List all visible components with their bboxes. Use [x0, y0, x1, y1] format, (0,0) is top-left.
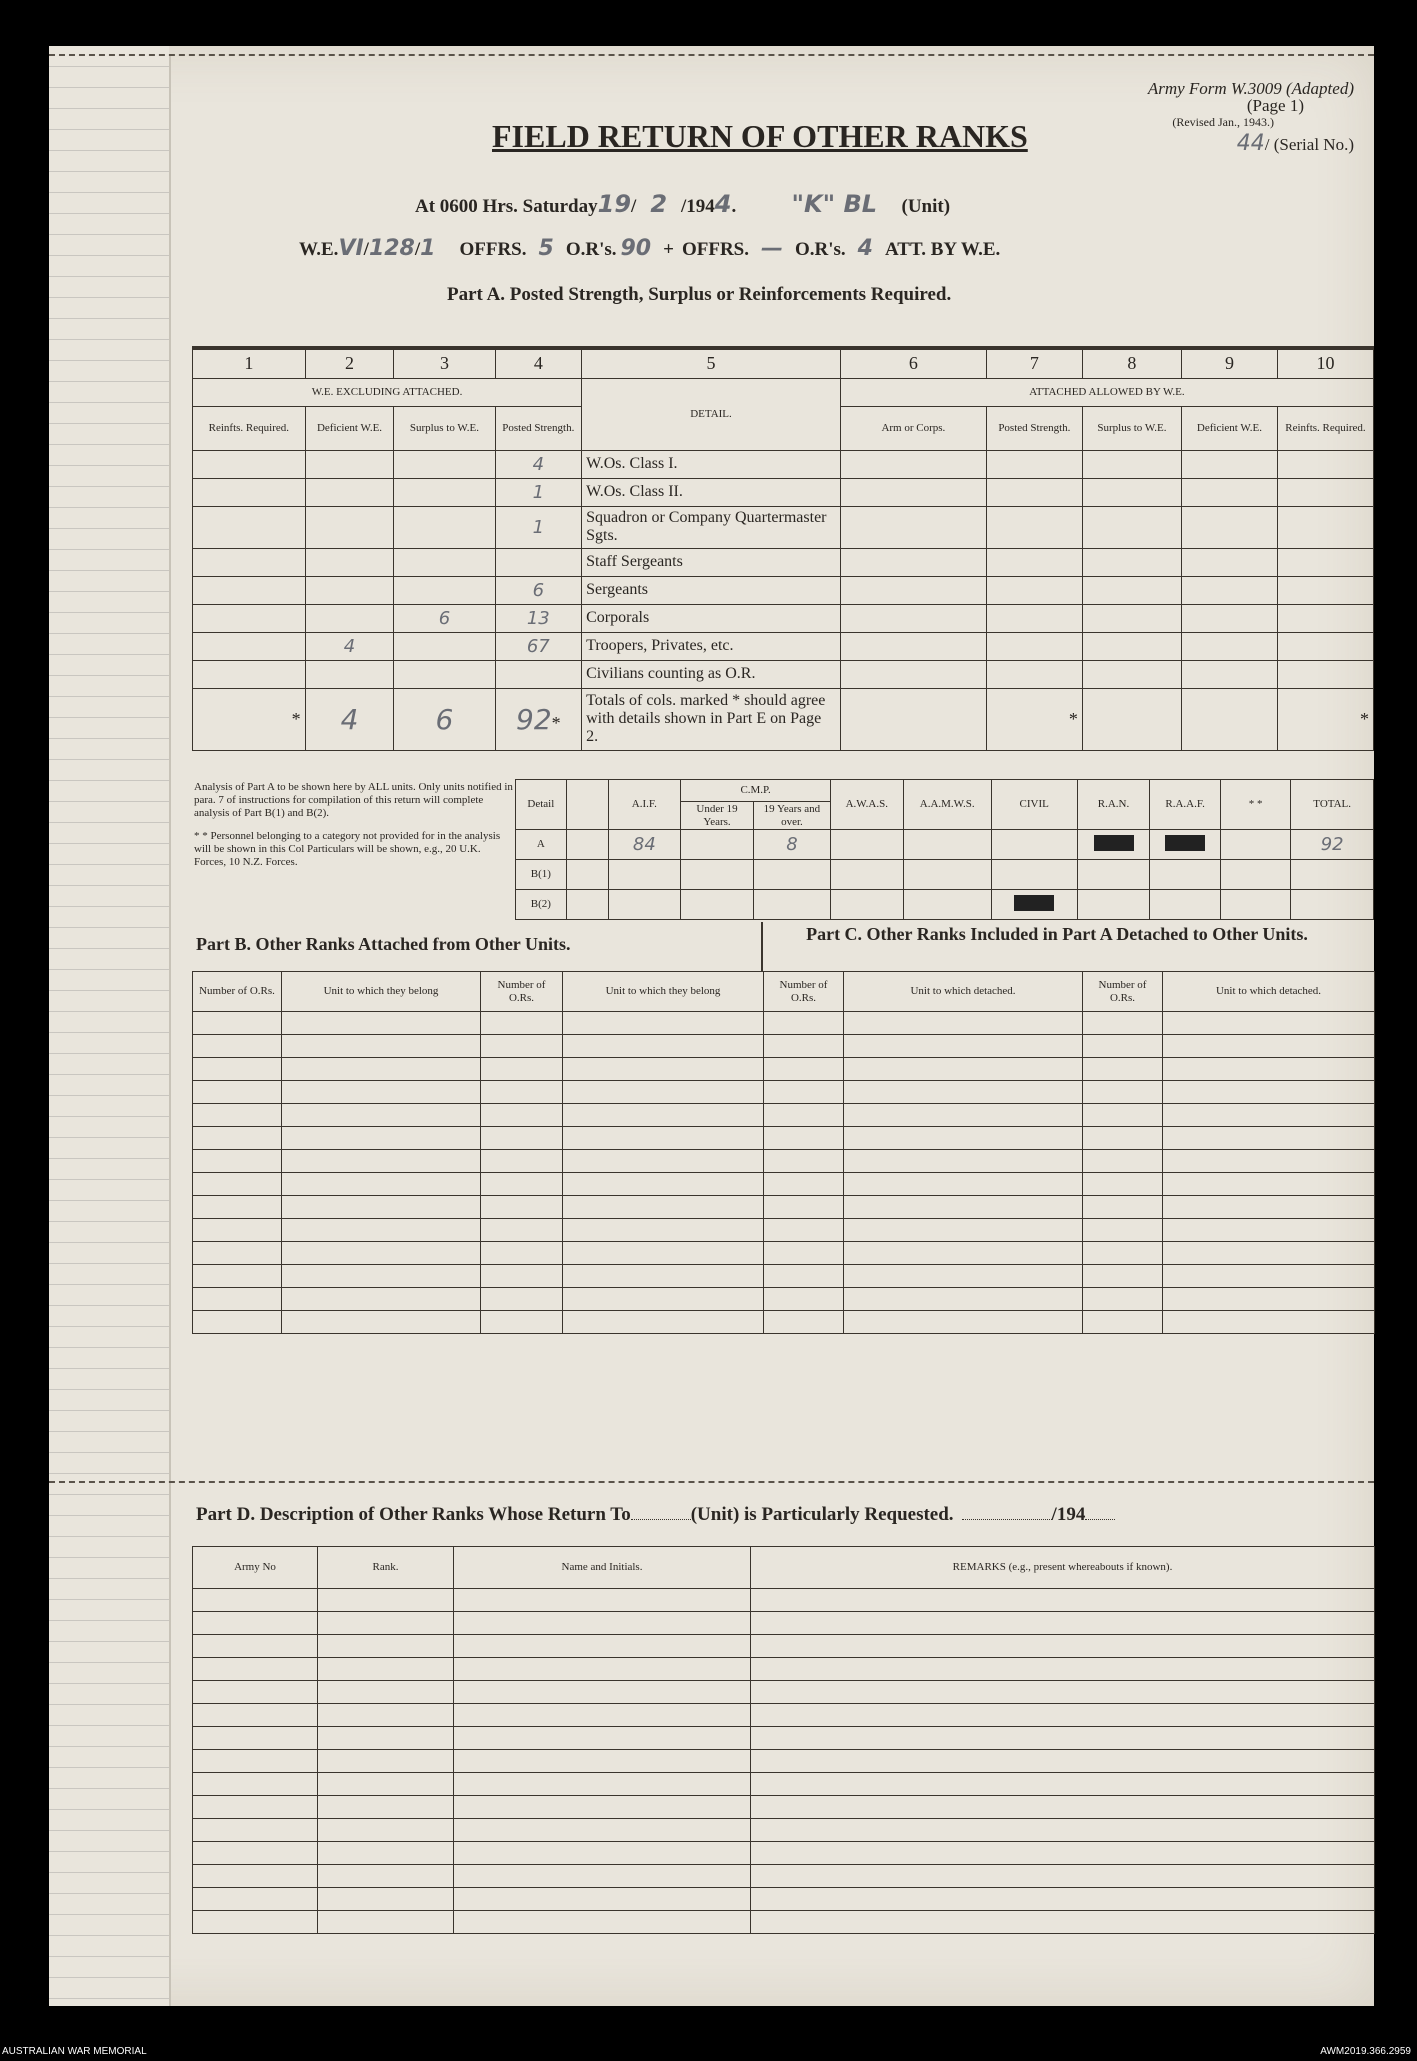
table-row: [193, 660, 1374, 688]
col-header: Name and Initials.: [454, 1547, 751, 1589]
detail-header: DETAIL.: [582, 378, 841, 450]
analysis-header: A.A.M.W.S.: [903, 780, 991, 830]
group-right-header: ATTACHED ALLOWED BY W.E.: [840, 378, 1373, 406]
totals-star: *: [193, 688, 306, 750]
part-c-title: Part C. Other Ranks Included in Part A Detached to Other Units.: [806, 924, 1308, 944]
page-title: FIELD RETURN OF OTHER RANKS: [492, 118, 1028, 154]
blank-row: [193, 1196, 1375, 1219]
cell: [305, 576, 394, 604]
sep: /194: [681, 196, 715, 217]
col-header: Unit to which detached.: [1163, 972, 1375, 1012]
offrs-value: 5: [538, 236, 554, 261]
cell: 1: [495, 478, 582, 506]
analysis-row-label: B(1): [516, 860, 567, 890]
sep: /: [363, 239, 369, 260]
col-number: 10: [1277, 348, 1373, 378]
cell: 4: [305, 632, 394, 660]
cell: 8: [753, 830, 830, 860]
totals-star: *: [1277, 688, 1373, 750]
ors-value: 90: [620, 236, 652, 261]
cell: [305, 450, 394, 478]
analysis-header: 19 Years and over.: [753, 802, 830, 830]
redaction: [1094, 835, 1134, 851]
cell: 67: [495, 632, 582, 660]
analysis-table: [515, 779, 1374, 920]
part-a-table: [192, 346, 1374, 751]
analysis-header: R.A.N.: [1077, 780, 1150, 830]
analysis-row: [516, 830, 1374, 860]
col-header: Number of O.Rs.: [193, 972, 282, 1012]
cell: [305, 478, 394, 506]
row-detail: Troopers, Privates, etc.: [582, 632, 841, 660]
col-number: 7: [986, 348, 1082, 378]
header-line-2: [299, 236, 1000, 261]
analysis-header: TOTAL.: [1291, 780, 1374, 830]
blank-row: [193, 1819, 1375, 1842]
blank-row: [193, 1796, 1375, 1819]
analysis-header: * *: [1220, 780, 1290, 830]
dots: .: [731, 196, 737, 217]
table-row: [193, 478, 1374, 506]
col-header: Army No: [193, 1547, 318, 1589]
header-line-1: [415, 190, 950, 218]
analysis-header: R.A.A.F.: [1150, 780, 1220, 830]
analysis-row: [516, 860, 1374, 890]
blank-row: [193, 1635, 1375, 1658]
col-number: 8: [1082, 348, 1181, 378]
row-detail: W.Os. Class I.: [582, 450, 841, 478]
part-d-table: [192, 1546, 1375, 1934]
offrs2-value: —: [760, 236, 783, 261]
col-header: Deficient W.E.: [305, 406, 394, 450]
serial-number: 44: [1236, 131, 1265, 156]
cell: 6: [394, 604, 495, 632]
blank-row: [193, 1311, 1375, 1334]
col-header: Unit to which they belong: [563, 972, 764, 1012]
totals-star: *: [551, 712, 561, 733]
table-row: [193, 576, 1374, 604]
analysis-header: A.I.F.: [608, 780, 681, 830]
cell: 92: [1291, 830, 1374, 860]
blank-row: [193, 1081, 1375, 1104]
part-d-date: /194: [1051, 1504, 1086, 1525]
column-number-row: [193, 348, 1374, 378]
part-d-unit: (Unit) is Particularly Requested.: [690, 1504, 954, 1525]
blank-row: [193, 1612, 1375, 1635]
blank-row: [193, 1104, 1375, 1127]
cell: [394, 450, 495, 478]
part-bc-rows: [193, 1012, 1375, 1334]
analysis-header: C.M.P.: [681, 780, 831, 802]
footer-left: AUSTRALIAN WAR MEMORIAL: [2, 2046, 147, 2057]
cell: [305, 604, 394, 632]
totals-cell: 6: [394, 688, 495, 750]
cell: [394, 548, 495, 576]
analysis-header: Under 19 Years.: [681, 802, 754, 830]
top-perforation: [49, 54, 1374, 56]
unit-label: (Unit): [901, 196, 951, 217]
sep: /: [631, 196, 637, 217]
offrs-label: OFFRS.: [459, 239, 527, 260]
blank-row: [193, 1773, 1375, 1796]
cell: 84: [608, 830, 681, 860]
we-2: 128: [368, 236, 415, 261]
blank-row: [193, 1842, 1375, 1865]
col-header: Unit to which detached.: [844, 972, 1083, 1012]
we-3: 1: [420, 236, 436, 261]
table-row: [193, 632, 1374, 660]
cell: [305, 548, 394, 576]
time-label: At 0600 Hrs. Saturday: [415, 196, 598, 217]
cell: [305, 660, 394, 688]
ors2-value: 4: [857, 236, 873, 261]
col-number: 2: [305, 348, 394, 378]
att-label: ATT. BY W.E.: [884, 239, 1001, 260]
table-row: [193, 548, 1374, 576]
blank-row: [193, 1127, 1375, 1150]
cell: [394, 506, 495, 548]
page-label: (Page 1): [1246, 96, 1304, 115]
analysis-note2-text: * * Personnel belonging to a category not provided for in the analysis will be shown in this Col Particulars will be shown, e.g., 20 U.K. Forces, 10 N.Z. Forces.: [194, 830, 501, 868]
col-number: 9: [1181, 348, 1277, 378]
analysis-note-text: Analysis of Part A to be shown here by ALL units. Only units notified in para. 7 of instructions for compilation of this return will complete analysis of Part B(1) and B(2).: [194, 781, 513, 819]
blank-row: [193, 1150, 1375, 1173]
col-number: 6: [840, 348, 986, 378]
totals-row: [193, 688, 1374, 750]
analysis-header: Detail: [516, 780, 567, 830]
cell: [394, 478, 495, 506]
part-divider: [761, 922, 763, 972]
col-number: 3: [394, 348, 495, 378]
blank-row: [193, 1589, 1375, 1612]
analysis-row-label: B(2): [516, 890, 567, 920]
row-detail: W.Os. Class II.: [582, 478, 841, 506]
col-header: Deficient W.E.: [1181, 406, 1277, 450]
col-header: Reinfts. Required.: [193, 406, 306, 450]
left-ruled-margin: [49, 46, 169, 2006]
cell: 4: [495, 450, 582, 478]
blank-row: [193, 1035, 1375, 1058]
col-header: REMARKS (e.g., present whereabouts if known).: [751, 1547, 1375, 1589]
fold-line: [169, 56, 171, 2006]
footer-right: AWM2019.366.2959: [1320, 2046, 1411, 2057]
cell: [394, 660, 495, 688]
unit-value: "K" BL: [791, 190, 878, 218]
form-identifier: [1147, 79, 1354, 156]
col-header: Unit to which they belong: [282, 972, 481, 1012]
part-bc-table: [192, 971, 1375, 1334]
col-header: Surplus to W.E.: [1082, 406, 1181, 450]
blank-row: [193, 1727, 1375, 1750]
year-value: 4: [714, 190, 732, 218]
analysis-header: CIVIL: [991, 780, 1077, 830]
group-left-header: W.E. EXCLUDING ATTACHED.: [193, 378, 582, 406]
serial-prefix: /: [1264, 135, 1270, 154]
totals-star: *: [986, 688, 1082, 750]
col-header: Posted Strength.: [986, 406, 1082, 450]
blank-row: [193, 1865, 1375, 1888]
totals-detail: Totals of cols. marked * should agree with details shown in Part E on Page 2.: [582, 688, 841, 750]
analysis-row-label: A: [516, 830, 567, 860]
col-number: 1: [193, 348, 306, 378]
cell: [305, 506, 394, 548]
row-detail: Squadron or Company Quartermaster Sgts.: [582, 506, 841, 548]
part-d-rows: [193, 1589, 1375, 1934]
analysis-note: [194, 781, 514, 869]
totals-cell: 92: [516, 702, 552, 736]
col-header: Rank.: [318, 1547, 454, 1589]
ors2-label: O.R's.: [794, 239, 846, 260]
cell: 13: [495, 604, 582, 632]
part-d-heading: [196, 1504, 1115, 1526]
day-value: 19: [597, 190, 632, 218]
analysis-header: A.W.A.S.: [830, 780, 903, 830]
blank-row: [193, 1750, 1375, 1773]
table-row: [193, 450, 1374, 478]
totals-cell: 4: [305, 688, 394, 750]
cell: [394, 632, 495, 660]
blank-row: [193, 1012, 1375, 1035]
blank-row: [193, 1888, 1375, 1911]
blank-row: [193, 1265, 1375, 1288]
table-row: [193, 506, 1374, 548]
we-label: W.E.: [299, 239, 339, 260]
offrs2-label: OFFRS.: [681, 239, 749, 260]
cell: 6: [495, 576, 582, 604]
blank-row: [193, 1219, 1375, 1242]
col-header: Number of O.Rs.: [764, 972, 844, 1012]
sep: /: [414, 239, 421, 260]
part-a-heading: Part A. Posted Strength, Surplus or Reinforcements Required.: [447, 284, 952, 305]
we-1: VI: [338, 236, 364, 261]
row-detail: Staff Sergeants: [582, 548, 841, 576]
col-header: Number of O.Rs.: [1083, 972, 1163, 1012]
table-row: [193, 604, 1374, 632]
cell: [495, 548, 582, 576]
blank-row: [193, 1173, 1375, 1196]
army-form-label: Army Form W.3009 (Adapted): [1147, 79, 1354, 98]
row-detail: Civilians counting as O.R.: [582, 660, 841, 688]
blank-row: [193, 1704, 1375, 1727]
ors-label: O.R's.: [565, 239, 617, 260]
col-header: Number of O.Rs.: [481, 972, 563, 1012]
part-d-title: Part D. Description of Other Ranks Whose Return To: [196, 1504, 631, 1525]
redaction: [1165, 835, 1205, 851]
plus: +: [663, 239, 674, 260]
blank-row: [193, 1658, 1375, 1681]
cell: [495, 660, 582, 688]
col-number: 4: [495, 348, 582, 378]
blank-row: [193, 1911, 1375, 1934]
serial-label: (Serial No.): [1273, 135, 1354, 154]
blank-row: [193, 1242, 1375, 1265]
row-detail: Sergeants: [582, 576, 841, 604]
month-value: 2: [650, 190, 668, 218]
col-header: Arm or Corps.: [840, 406, 986, 450]
blank-row: [193, 1288, 1375, 1311]
part-b-title: Part B. Other Ranks Attached from Other Units.: [196, 934, 571, 954]
blank-row: [193, 1058, 1375, 1081]
blank-row: [193, 1681, 1375, 1704]
col-number: 5: [582, 348, 841, 378]
redaction: [1014, 895, 1054, 911]
col-header: Posted Strength.: [495, 406, 582, 450]
form-sheet: [49, 46, 1374, 2006]
revised-label: (Revised Jan., 1943.): [1172, 115, 1274, 129]
analysis-row: [516, 890, 1374, 920]
cell: 1: [495, 506, 582, 548]
row-detail: Corporals: [582, 604, 841, 632]
middle-perforation: [49, 1481, 1374, 1483]
col-header: Surplus to W.E.: [394, 406, 495, 450]
col-header: Reinfts. Required.: [1277, 406, 1373, 450]
cell: [394, 576, 495, 604]
